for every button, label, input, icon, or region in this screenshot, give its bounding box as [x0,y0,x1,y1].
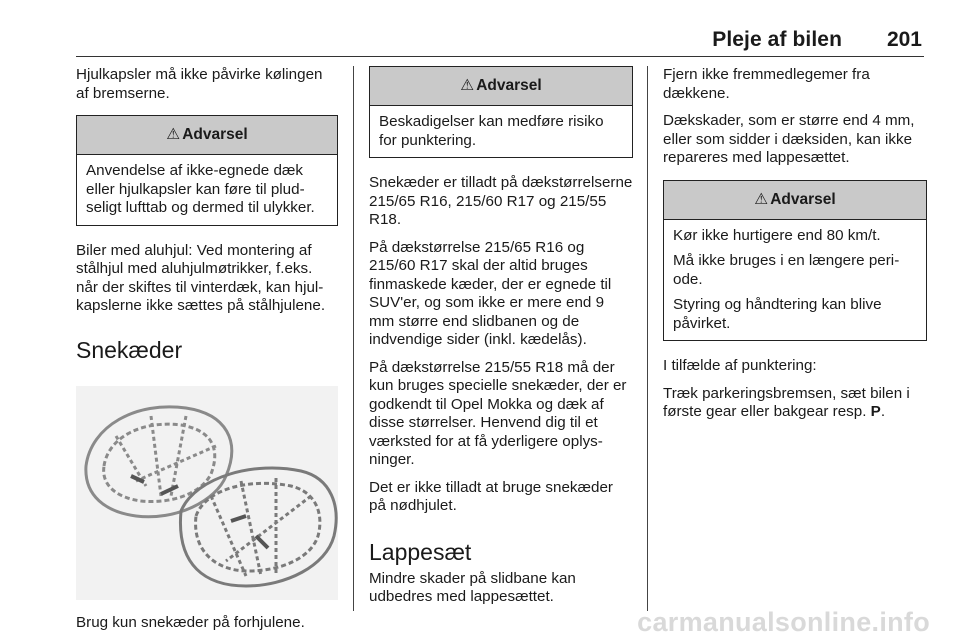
foreign-objects-paragraph: Fjern ikke fremmedlegemer fra dækkene. [663,66,870,102]
warning-body [77,155,337,225]
watermark: carmanualsonline.info [637,607,930,637]
warning-box-damage [369,66,633,158]
warning-box-driving [663,180,927,342]
puncture-step-end: . [880,403,886,420]
warning-body [370,106,632,157]
warning-item: Kør ikke hurtigere end 80 km/t. [673,226,881,244]
wheel-cover-intro: Hjulkapsler må ikke påvirke kølingen af bremserne. [76,66,323,102]
repair-kit-paragraph: Mindre skader på slidbane kan udbedres med lappesættet. [369,569,576,605]
warning-text: Anvendelse af ikke-egnede dæk eller hjulkapsler kan føre til pludseligt lufttab og dermed til ulykker. [86,162,315,216]
puncture-step-paragraph [663,385,927,422]
column-middle [369,66,633,616]
warning-header [77,116,337,155]
warning-triangle-icon: ⚠ [754,190,769,208]
damage-limit-paragraph: Dækskader, som er større end 4 mm, eller som sidder i dæksiden, kan ikke repareres med lappesættet. [663,112,915,166]
gear-symbol: P [870,403,881,420]
warning-heading: Advarsel [182,126,248,143]
section-heading-repair-kit: Lappesæt [369,538,472,565]
warning-body [664,220,926,341]
column-divider-1 [353,66,354,611]
warning-heading: Advarsel [770,190,836,208]
warning-heading: Advarsel [476,77,542,94]
alloy-wheel-note: Biler med aluhjul: Ved montering af stålhjul med aluhjulmøtrikker, f.eks. når der skiftes til vinterdæk, kan hjulkapslerne ikke sættes på stålhjulene. [76,241,326,314]
page-number: 201 [886,28,922,51]
warning-header [664,181,926,220]
column-left [76,66,338,641]
warning-text: Beskadigelser kan medføre risiko for punktering. [379,113,604,149]
warning-item: Må ikke bruges i en længere periode. [673,252,900,288]
warning-item: Styring og håndtering kan blive påvirket. [673,296,882,332]
column-right [663,66,927,431]
warning-triangle-icon: ⚠ [166,126,181,143]
warning-box-tyres [76,115,338,226]
chain-sizes-paragraph: Snekæder er tilladt på dækstørrelserne 215/65 R16, 215/60 R17 og 215/55 R18. [369,174,633,228]
header-divider [76,56,924,57]
special-chains-paragraph: På dækstørrelse 215/55 R18 må der kun bruges specielle snekæder, der er godkendt til Opel Mokka og dæk af disse størrelser. Henvend dig til et værksted for at få yderligere oplysninger. [369,358,627,468]
snow-chain-illustration [76,386,338,600]
puncture-intro: I tilfælde af punktering: [663,357,817,374]
warning-header [370,67,632,106]
spare-wheel-paragraph: Det er ikke tilladt at bruge snekæder på nødhjulet. [369,478,613,514]
section-heading-snow-chains: Snekæder [76,336,183,363]
image-caption: Brug kun snekæder på forhjulene. [76,613,305,631]
page-header-title: Pleje af bilen [712,28,842,51]
warning-triangle-icon: ⚠ [460,77,475,94]
puncture-step-text: Træk parkeringsbremsen, sæt bilen i første gear eller bakgear resp. [663,384,910,420]
column-divider-2 [647,66,648,611]
fine-mesh-paragraph: På dækstørrelse 215/65 R16 og 215/60 R17 skal der altid bruges finmaskede kæder, der er egnede til SUV'er, og som ikke er mere end 9 mm større end slidbanen og de indvendige sider (inkl. kædelås). [369,238,612,348]
